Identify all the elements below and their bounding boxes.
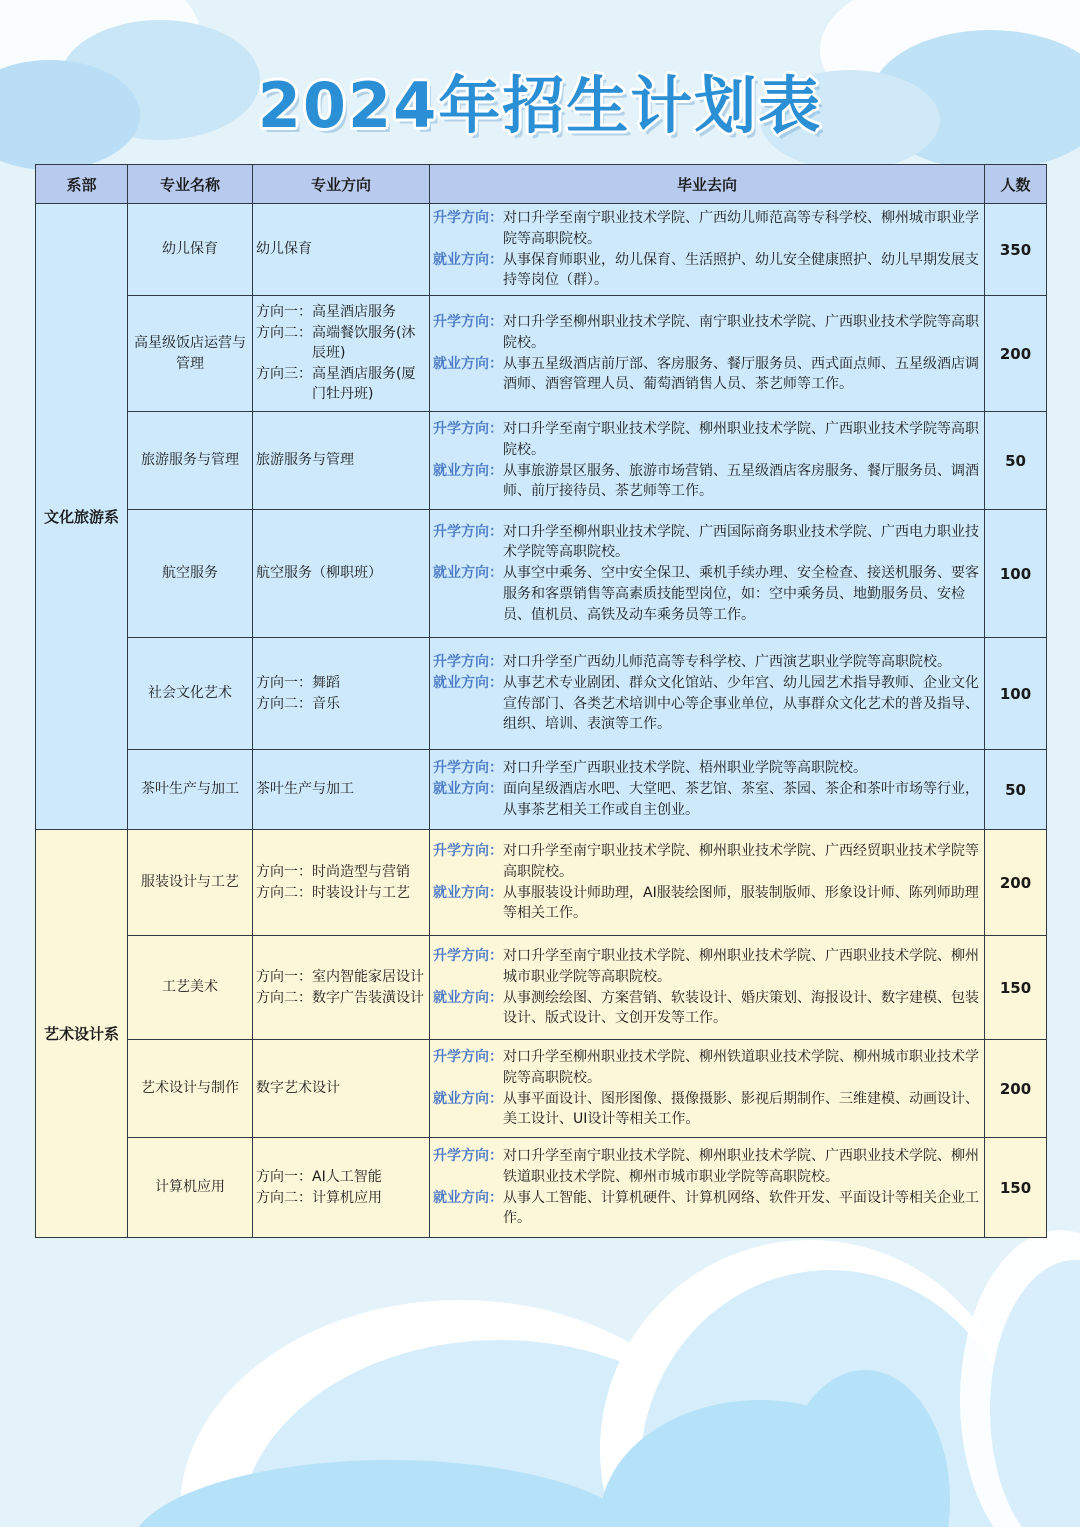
employment-text: 从事人工智能、计算机硬件、计算机网络、软件开发、平面设计等相关企业工作。	[503, 1189, 979, 1227]
further-study-line	[433, 522, 980, 564]
direction-cell	[253, 750, 430, 830]
direction-key: 方向一：	[256, 1169, 312, 1186]
major-cell	[128, 296, 253, 412]
direction-key: 方向一：	[256, 864, 312, 881]
direction-value: 高端餐饮服务(沐辰班)	[312, 324, 416, 362]
major-name: 旅游服务与管理	[141, 452, 239, 469]
direction-value: 数字艺术设计	[256, 1080, 340, 1097]
direction-value: 室内智能家居设计	[312, 969, 424, 986]
count-cell	[985, 830, 1047, 936]
further-study-line	[433, 1146, 980, 1188]
page-header	[0, 66, 1080, 146]
major-cell	[128, 1040, 253, 1138]
major-name: 工艺美术	[162, 979, 218, 996]
direction-item	[256, 694, 426, 715]
further-study-label: 升学方向：	[433, 314, 503, 331]
enrollment-count: 150	[999, 978, 1032, 997]
direction-value: 高星酒店服务	[312, 304, 396, 321]
enrollment-count: 100	[999, 684, 1032, 703]
employment-label: 就业方向：	[433, 565, 503, 582]
direction-value: 音乐	[312, 695, 340, 712]
further-study-label: 升学方向：	[433, 210, 503, 226]
table-row	[36, 638, 1047, 750]
direction-value: 旅游服务与管理	[256, 452, 354, 469]
enrollment-count: 200	[999, 1079, 1032, 1098]
employment-text: 从事平面设计、图形图像、摄像摄影、影视后期制作、三维建模、动画设计、美工设计、UI设计等相关工作。	[503, 1090, 979, 1128]
count-cell	[985, 750, 1047, 830]
direction-cell	[253, 1040, 430, 1138]
further-study-text: 对口升学至柳州职业技术学院、柳州铁道职业技术学院、柳州城市职业技术学院等高职院校。	[503, 1049, 979, 1086]
employment-text: 从事空中乘务、空中安全保卫、乘机手续办理、安全检查、接送机服务、要客服务和客票销售等高素质技能型岗位，如：空中乘务员、地勤服务员、安检员、值机员、高铁及动车乘务员等工作。	[503, 565, 979, 623]
major-name: 航空服务	[162, 565, 218, 582]
direction-item	[256, 450, 426, 471]
enrollment-plan-table	[35, 164, 1047, 1238]
table-row	[36, 204, 1047, 296]
direction-key: 方向二：	[256, 324, 312, 341]
direction-key: 方向三：	[256, 365, 312, 382]
direction-key: 方向二：	[256, 695, 312, 712]
employment-label: 就业方向：	[433, 1090, 503, 1107]
employment-label: 就业方向：	[433, 462, 503, 479]
enrollment-count: 150	[999, 1178, 1032, 1197]
destination-cell	[430, 412, 985, 510]
major-name: 高星级饭店运营与管理	[134, 334, 246, 372]
further-study-label: 升学方向：	[433, 421, 503, 438]
enrollment-count: 200	[999, 873, 1032, 892]
table-row	[36, 412, 1047, 510]
direction-item	[256, 364, 426, 405]
direction-item	[256, 239, 426, 260]
employment-text: 从事服装设计师助理，AI服装绘图师，服装制版师、形象设计师、陈列师助理等相关工作。	[503, 884, 979, 922]
employment-text: 从事五星级酒店前厅部、客房服务、餐厅服务员、西式面点师、五星级酒店调酒师、酒窖管理人员、葡萄酒销售人员、茶艺师等工作。	[503, 355, 979, 393]
header-destination: 毕业去向	[430, 165, 985, 204]
destination-cell	[430, 204, 985, 296]
direction-value: 茶叶生产与加工	[256, 781, 354, 798]
enrollment-count: 350	[999, 240, 1032, 259]
further-study-text: 对口升学至南宁职业技术学院、柳州职业技术学院、广西职业技术学院等高职院校。	[503, 421, 979, 458]
further-study-text: 对口升学至广西职业技术学院、梧州职业学院等高职院校。	[503, 760, 867, 777]
further-study-text: 对口升学至南宁职业技术学院、广西幼儿师范高等专科学校、柳州城市职业学院等高职院校。	[503, 210, 979, 247]
direction-item	[256, 302, 426, 323]
major-cell	[128, 638, 253, 750]
further-study-label: 升学方向：	[433, 843, 503, 860]
direction-cell	[253, 510, 430, 638]
direction-cell	[253, 638, 430, 750]
direction-item	[256, 967, 426, 988]
count-cell	[985, 936, 1047, 1040]
further-study-line	[433, 652, 980, 673]
further-study-text: 对口升学至南宁职业技术学院、柳州职业技术学院、广西职业技术学院、柳州铁道职业技术学院、柳州市城市职业学院等高职院校。	[503, 1148, 979, 1185]
major-name: 服装设计与工艺	[141, 874, 239, 891]
direction-item	[256, 883, 426, 904]
table-row	[36, 830, 1047, 936]
major-cell	[128, 750, 253, 830]
direction-cell	[253, 204, 430, 296]
count-cell	[985, 510, 1047, 638]
direction-key: 方向一：	[256, 969, 312, 986]
destination-cell	[430, 1040, 985, 1138]
table-row	[36, 1040, 1047, 1138]
count-cell	[985, 296, 1047, 412]
employment-label: 就业方向：	[433, 781, 503, 798]
direction-cell	[253, 1138, 430, 1238]
further-study-line	[433, 946, 980, 988]
destination-cell	[430, 296, 985, 412]
count-cell	[985, 204, 1047, 296]
direction-cell	[253, 296, 430, 412]
further-study-label: 升学方向：	[433, 948, 503, 965]
count-cell	[985, 1138, 1047, 1238]
destination-cell	[430, 1138, 985, 1238]
major-name: 艺术设计与制作	[141, 1080, 239, 1097]
page-title: 2024年招生计划表	[257, 69, 823, 142]
direction-item	[256, 563, 426, 584]
further-study-line	[433, 419, 980, 461]
table-row	[36, 936, 1047, 1040]
enrollment-count: 50	[1005, 780, 1026, 799]
direction-value: 高星酒店服务(厦门牡丹班)	[312, 365, 416, 403]
direction-cell	[253, 412, 430, 510]
employment-label: 就业方向：	[433, 1189, 503, 1206]
direction-value: 时尚造型与营销	[312, 864, 410, 881]
direction-key: 方向一：	[256, 304, 312, 321]
dept-name: 艺术设计系	[43, 1025, 119, 1044]
employment-text: 从事保育师职业，幼儿保育、生活照护、幼儿安全健康照护、幼儿早期发展支持等岗位（群）。	[503, 251, 979, 289]
major-cell	[128, 1138, 253, 1238]
direction-key: 方向二：	[256, 1189, 312, 1206]
further-study-line	[433, 208, 980, 250]
destination-cell	[430, 638, 985, 750]
direction-item	[256, 862, 426, 883]
direction-key: 方向二：	[256, 884, 312, 901]
direction-value: 舞蹈	[312, 675, 340, 692]
further-study-text: 对口升学至柳州职业技术学院、南宁职业技术学院、广西职业技术学院等高职院校。	[503, 314, 979, 351]
further-study-text: 对口升学至柳州职业技术学院、广西国际商务职业技术学院、广西电力职业技术学院等高职院校。	[503, 523, 979, 561]
header-dept: 系部	[36, 165, 128, 204]
further-study-label: 升学方向：	[433, 523, 503, 540]
major-cell	[128, 204, 253, 296]
destination-cell	[430, 750, 985, 830]
further-study-text: 对口升学至南宁职业技术学院、柳州职业技术学院、广西职业技术学院、柳州城市职业学院等高职院校。	[503, 948, 979, 985]
further-study-text: 对口升学至南宁职业技术学院、柳州职业技术学院、广西经贸职业技术学院等高职院校。	[503, 843, 979, 880]
header-direction: 专业方向	[253, 165, 430, 204]
table-row	[36, 296, 1047, 412]
table-header-row	[36, 165, 1047, 204]
employment-label: 就业方向：	[433, 251, 503, 268]
employment-line	[433, 988, 980, 1030]
further-study-text: 对口升学至广西幼儿师范高等专科学校、广西演艺职业学院等高职院校。	[503, 654, 951, 671]
direction-value: 幼儿保育	[256, 241, 312, 258]
direction-key: 方向一：	[256, 675, 312, 692]
employment-label: 就业方向：	[433, 674, 503, 691]
direction-key: 方向二：	[256, 989, 312, 1006]
dept-cell	[36, 204, 128, 830]
enrollment-count: 100	[999, 564, 1032, 583]
employment-line	[433, 883, 980, 925]
major-name: 计算机应用	[155, 1179, 225, 1196]
major-name: 茶叶生产与加工	[141, 781, 239, 798]
employment-line	[433, 354, 980, 396]
header-major: 专业名称	[128, 165, 253, 204]
direction-item	[256, 988, 426, 1009]
destination-cell	[430, 510, 985, 638]
direction-item	[256, 1188, 426, 1209]
employment-label: 就业方向：	[433, 884, 503, 901]
dept-name: 文化旅游系	[43, 508, 119, 527]
count-cell	[985, 638, 1047, 750]
dept-cell	[36, 830, 128, 1238]
further-study-label: 升学方向：	[433, 760, 503, 777]
major-cell	[128, 936, 253, 1040]
employment-label: 就业方向：	[433, 355, 503, 372]
header-count: 人数	[985, 165, 1047, 204]
further-study-label: 升学方向：	[433, 1049, 503, 1066]
direction-item	[256, 1167, 426, 1188]
direction-item	[256, 779, 426, 800]
count-cell	[985, 1040, 1047, 1138]
employment-line	[433, 1089, 980, 1131]
direction-item	[256, 673, 426, 694]
major-name: 社会文化艺术	[148, 685, 232, 702]
count-cell	[985, 412, 1047, 510]
major-cell	[128, 830, 253, 936]
employment-line	[433, 461, 980, 503]
employment-text: 从事测绘绘图、方案营销、软装设计、婚庆策划、海报设计、数字建模、包装设计、版式设计、文创开发等工作。	[503, 989, 979, 1027]
direction-value: 数字广告装潢设计	[312, 989, 424, 1006]
further-study-line	[433, 758, 980, 779]
destination-cell	[430, 936, 985, 1040]
destination-cell	[430, 830, 985, 936]
direction-cell	[253, 830, 430, 936]
further-study-label: 升学方向：	[433, 654, 503, 671]
enrollment-count: 200	[999, 344, 1032, 363]
employment-line	[433, 779, 980, 821]
table-row	[36, 1138, 1047, 1238]
enrollment-count: 50	[1005, 451, 1026, 470]
direction-value: 航空服务（柳职班）	[256, 565, 382, 582]
further-study-line	[433, 312, 980, 354]
major-cell	[128, 412, 253, 510]
direction-value: 计算机应用	[312, 1189, 382, 1206]
further-study-line	[433, 1047, 980, 1089]
employment-text: 从事旅游景区服务、旅游市场营销、五星级酒店客房服务、餐厅服务员、调酒师、前厅接待员、茶艺师等工作。	[503, 462, 979, 500]
further-study-label: 升学方向：	[433, 1148, 503, 1165]
major-cell	[128, 510, 253, 638]
employment-line	[433, 563, 980, 625]
employment-text: 面向星级酒店水吧、大堂吧、茶艺馆、茶室、茶园、茶企和茶叶市场等行业，从事茶艺相关工作或自主创业。	[503, 781, 979, 819]
employment-text: 从事艺术专业剧团、群众文化馆站、少年宫、幼儿园艺术指导教师、企业文化宣传部门、各类艺术培训中心等企事业单位，从事群众文化艺术的普及指导、组织、培训、表演等工作。	[503, 674, 979, 733]
direction-value: 时装设计与工艺	[312, 884, 410, 901]
major-name: 幼儿保育	[162, 241, 218, 258]
further-study-line	[433, 841, 980, 883]
direction-item	[256, 323, 426, 364]
table-row	[36, 750, 1047, 830]
employment-label: 就业方向：	[433, 989, 503, 1006]
direction-value: AI人工智能	[312, 1169, 382, 1186]
table-row	[36, 510, 1047, 638]
employment-line	[433, 1188, 980, 1230]
employment-line	[433, 673, 980, 735]
direction-item	[256, 1078, 426, 1099]
employment-line	[433, 250, 980, 292]
direction-cell	[253, 936, 430, 1040]
